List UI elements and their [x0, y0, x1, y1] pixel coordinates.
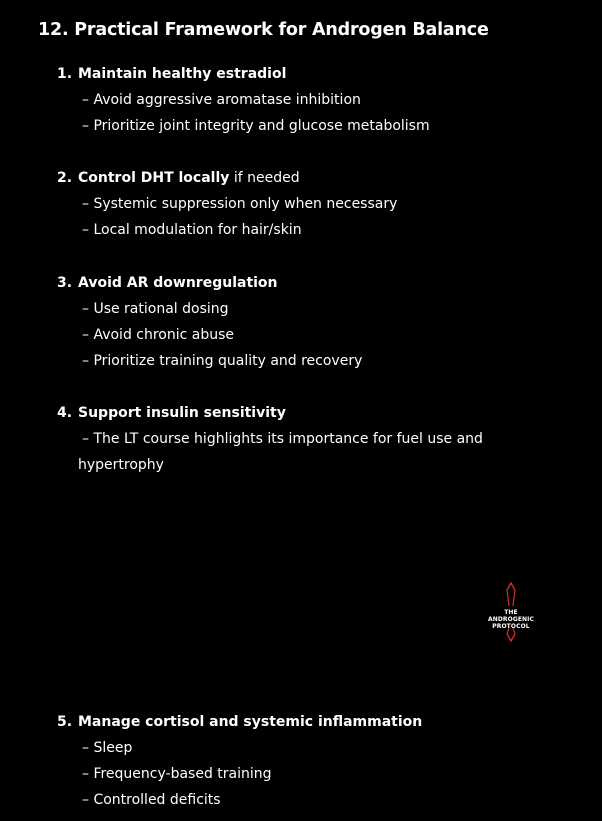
item-title-bold: Maintain healthy estradiol	[78, 66, 287, 82]
sub-point: – Prioritize training quality and recovery	[82, 353, 363, 369]
sub-point: – Controlled deficits	[82, 792, 221, 808]
page-heading: 12. Practical Framework for Androgen Balance	[38, 20, 489, 40]
item-number: 5.	[57, 714, 73, 730]
item-title-rest: if needed	[229, 170, 300, 186]
item-number: 3.	[57, 275, 73, 291]
logo-line-2: ANDROGENIC	[487, 616, 535, 623]
sub-point: – Prioritize joint integrity and glucose metabolism	[82, 118, 430, 134]
sub-point: – Local modulation for hair/skin	[82, 222, 302, 238]
logo-line-1: THE	[504, 609, 518, 616]
sub-point: – Avoid aggressive aromatase inhibition	[82, 92, 361, 108]
sub-point: – Systemic suppression only when necessary	[82, 196, 398, 212]
item-title-bold: Support insulin sensitivity	[78, 405, 286, 421]
item-title	[57, 714, 422, 730]
sub-point: – Use rational dosing	[82, 301, 229, 317]
item-number: 2.	[57, 170, 73, 186]
sub-point: – Sleep	[82, 740, 133, 756]
item-title	[57, 405, 286, 421]
sub-point-line: – The LT course highlights its importance for fuel use and	[82, 431, 483, 447]
item-title-bold: Manage cortisol and systemic inflammation	[78, 714, 423, 730]
item-title-bold: Avoid AR downregulation	[78, 275, 278, 291]
sub-point: – Frequency-based training	[82, 766, 272, 782]
sub-point-continuation: hypertrophy	[78, 457, 164, 473]
item-title	[57, 66, 286, 82]
item-title	[57, 275, 278, 291]
androgenic-protocol-logo	[478, 580, 544, 646]
item-number: 1.	[57, 66, 73, 82]
logo-line-3: PROTOCOL	[492, 623, 530, 630]
item-number: 4.	[57, 405, 73, 421]
item-title-bold: Control DHT locally	[78, 170, 230, 186]
logo-text	[478, 609, 544, 630]
sub-point	[78, 426, 542, 478]
item-title	[57, 170, 300, 186]
sub-point: – Avoid chronic abuse	[82, 327, 235, 343]
